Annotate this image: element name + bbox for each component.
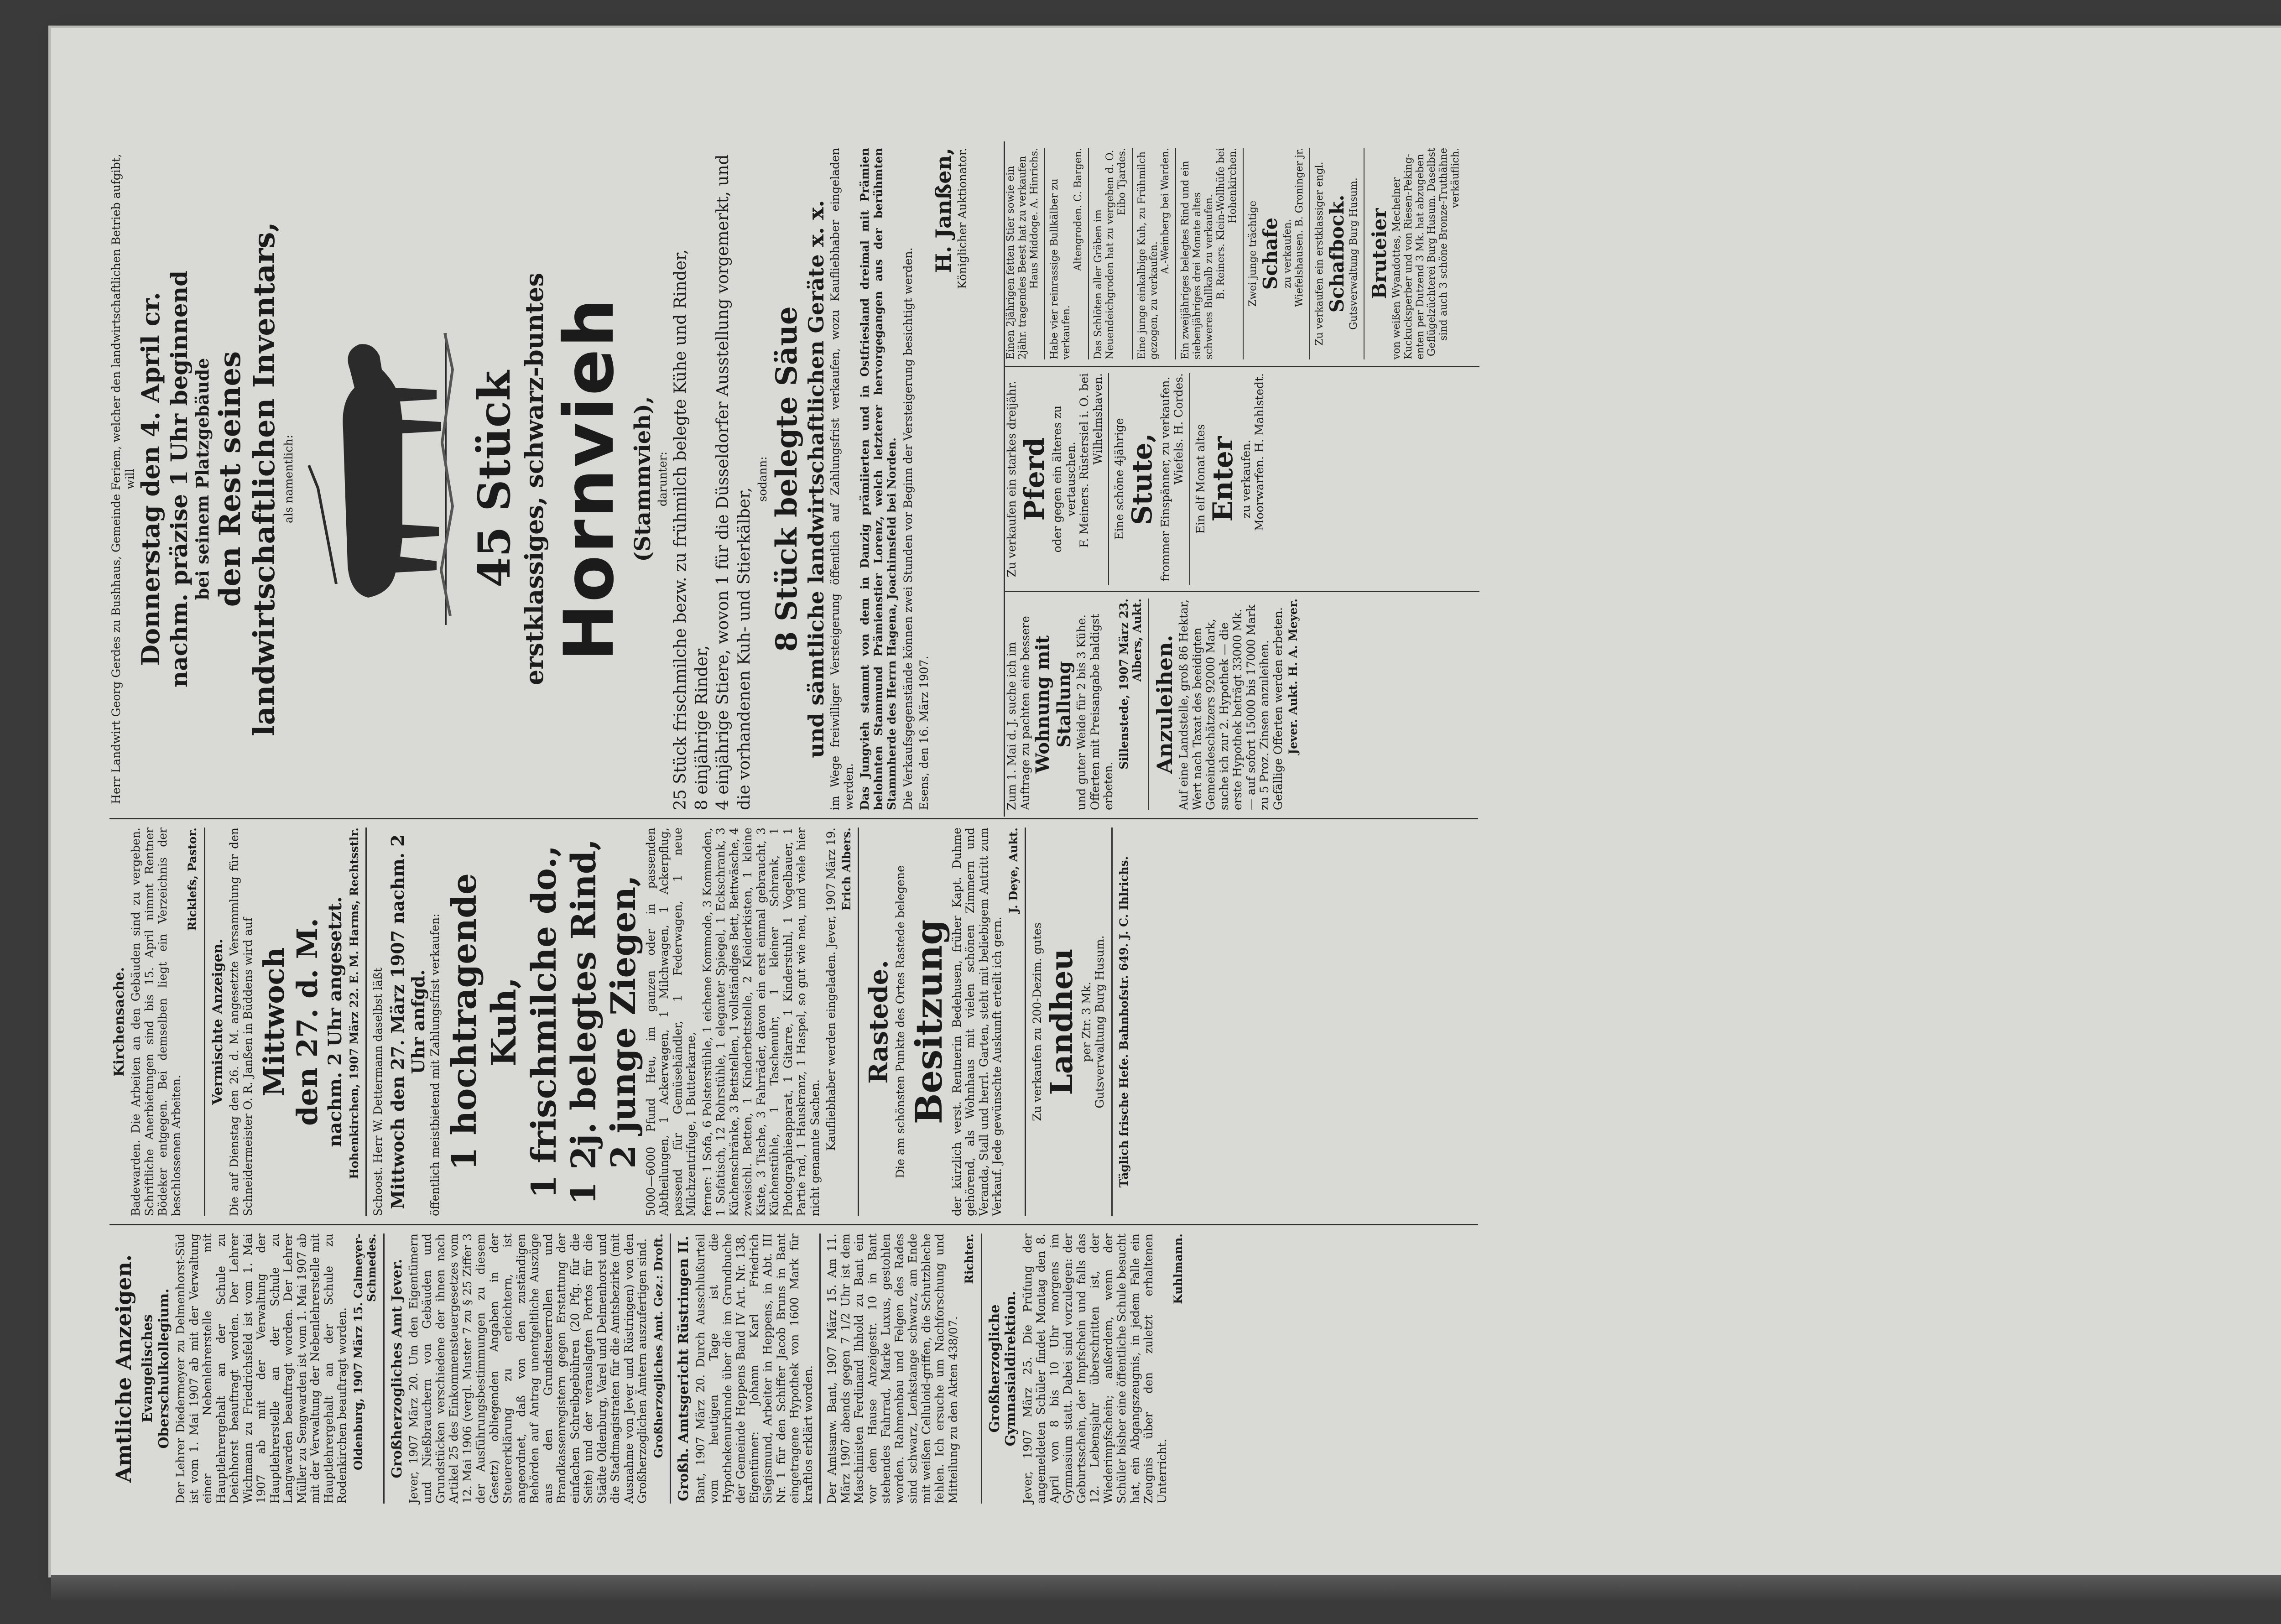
schafbock-text: Zu verkaufen ein erstklassiger engl. [1313,161,1325,346]
misc-date-2: den 27. d. M. [291,918,324,1126]
graeben-text: Das Schlöten aller Gräben im Neuendeichgroden hat zu vergeben d. O. [1092,150,1116,359]
ad-quality: erstklassiges, schwarz-buntes [520,272,549,686]
sale-date: Mittwoch den 27. März 1907 nachm. 2 Uhr anfgd. [387,834,428,1209]
wohnung-big: Wohnung mit Stallung [1032,635,1075,774]
schafe-big: Schafe [1259,217,1282,290]
wohnung-text: Zum 1. Mai d. J. suche ich im Auftrage zu pachten eine bessere [1005,616,1032,810]
rind-sign: B. Reiners. Klein-Wollhüfe bei Hohenkirchen. [1215,148,1239,300]
bullkaelber-sign: Altengroden. C. Bargen. [1072,148,1084,271]
notice-2-title: Großherzogliches Amt Jever. [389,1259,405,1478]
notice-4-text: Der Amtsanw. Bant, 1907 März 15. Am 11. März 1907 abends gegen 7 1/2 Uhr ist dem Maschinisten Ferdinand Ihhold zu Bant ein vor dem Hause Anzeigestr. 10 in Bant stehendes Fahrrad, Marke Luxus, gestohlen worden. Rahmenbau und Felgen des Rades sind schwarz, Lenkstange schwarz, am Ende mit weißen Celluloid-griffen, die Schutzbleche fehlen. Ich ersuche um Nachforschung und Mitteilung zu den Akten 438/07. [825,1234,960,1504]
ad-terms: im Wege freiwilliger Versteigerung öffentlich auf Zahlungsfrist verkaufen, wozu Kaufliebhaber eingeladen werden. [828,148,855,810]
schafbock-big: Schafbock. [1325,194,1348,313]
stute-sign: Wiefels. H. Cordes. [1172,373,1186,485]
divider [819,1234,821,1504]
divider [1025,828,1026,1216]
schafbock-sign: Gutsverwaltung Burg Husum. [1348,177,1360,330]
stier-text: Einen 2jährigen fetten Stier sowie ein 2jähr. tragendes Beest hat zu verkaufen [1005,156,1028,359]
bullkaelber-text: Habe vier reinrassige Bullkälber zu verkaufen. [1048,178,1072,359]
anzuleihen-title: Anzuleihen. [1152,635,1177,774]
enter-text: Ein elf Monat altes [1193,424,1207,534]
sale-item-1: 1 hochtragende Kuh, [444,873,524,1171]
divider [1189,373,1190,585]
official-notices-title: Amtliche Anzeigen. [111,1254,136,1483]
small-ads-col-3 [1005,141,1479,366]
misc-date-3: nachm. 2 Uhr angesetzt. [324,896,346,1147]
notice-2-sign: Großherzogliches Amt. Gez.: Droft. [651,1234,665,1458]
notice-2-text: Jever, 1907 März 20. Um den Eigentümern und Nießbrauchern von Gebäuden und Grundstücken verschiedene der ihnen nach Artikel 25 des Einkommensteuergesetzes vom 12. Mai 1906 (vergl. Muster 7 zu § 25 Ziffer 3 der Ausführungsbestimmungen zu diesem Gesetz) obliegenden Angaben in der Steuererklärung zu erleichtern, ist angeordnet, daß von den zuständigen Behörden auf Antrag unentgeltliche Auszüge aus den Grundsteuerrollen und Brandkassenregistern gegen Erstattung der einfachen Schreibgebühren (20 Pfg. für die Seite) und der verauslagten Portos für die Städte Oldenburg, Varel und Delmenhorst und die Stadtmagistraten für die Amtsbezirke (mit Ausnahme von Jever und Rüstringen) von den Großherzoglichen Ämtern auszufertigen sind. [406,1234,649,1504]
divider [1088,148,1089,359]
pferd-text-2: oder gegen ein älteres zu vertauschen. [1051,405,1078,553]
wohnung-text-2: und guter Weide für 2 bis 3 Kühe. Offerten mit Preisangabe baldigst erbeten. [1075,614,1115,810]
ad-besicht: Die Verkaufsgegenstände können zwei Stunden vor Beginn der Versteigerung besichtigt werden. [901,247,915,810]
church-text: Badewarden. Die Arbeiten an den Gebäuden sind zu vergeben. Schriftliche Anerbietungen sind bis 15. April nimmt Rentner Bödeker entgegen. Bei demselben liegt ein Verzeichnis der beschlossenen Arbeiten. [129,828,183,1216]
column-rule [109,1224,1478,1225]
ad-count: 45 Stück [469,370,521,588]
sale-head: Schoost. Herr W. Dettermann daselbst läßt [371,967,385,1216]
church-sign: Ricklefs, Pastor. [186,828,199,931]
divider [383,1234,385,1504]
rind-text: Ein zweijähriges belegtes Rind und ein siebenjähriges drei Monate altes schweres Bullkalb zu verkaufen. [1180,161,1215,359]
anzuleihen-text: Auf eine Landstelle, groß 86 Hektar, Wert nach Taxat des beeidigten Gemeindeschätzers 92000 Mark, suche ich zur 2. Hypothek — die erste Hypothek beträgt 33000 Mk. — auf sofort 15000 bis 17000 Mark zu 5 Proz. Zinsen anzuleihen. Gefällige Offerten werden erbeten. [1177,599,1285,810]
hornvieh-ad [109,141,995,817]
graeben-sign: Eibo Tjardes. [1116,148,1128,215]
ad-rest-1: den Rest seines [213,351,247,607]
landheu-sign: Gutsverwaltung Burg Husum. [1093,935,1107,1109]
divider [1044,148,1045,359]
ad-darunter: darunter: [656,451,669,507]
divider [1148,599,1149,810]
sale-text: öffentlich meistbietend mit Zahlungsfrist verkaufen: [428,913,442,1216]
ad-date-3: bei seinem Platzgebäude [192,358,213,600]
sale-item-3: 1 2j. belegtes Rind, [564,838,604,1205]
stute-text: Eine schöne 4jährige [1113,418,1126,540]
notice-5-title: Großherzogliche Gymnasialdirektion. [986,1291,1019,1447]
ad-hornvieh: Hornvieh [550,297,630,661]
rastede-sign: J. Deye, Aukt. [1006,828,1020,913]
anzuleihen-sign: Jever. Aukt. H. A. Meyer. [1286,599,1300,755]
misc-date-1: Mittwoch [257,947,291,1097]
small-ads-row [1004,141,1479,817]
enter-text-2: zu verkaufen. [1239,439,1253,519]
bruteier-text: von weißen Wyandottes, Mechelner Kuckucksperber und von Riesen-Peking-enten per Dutzend 3 Mk. hat abzugeben [1390,154,1426,359]
sale-sign-1: Kaufliebhaber werden eingeladen. Jever, 1907 März 19. [824,828,838,1151]
divider [204,828,205,1216]
kuh-sign: A.-Weinberg bei Warden. [1160,148,1172,274]
sale-sign-2: Erich Albers. [839,828,853,911]
stute-text-2: frommer Einspänner, zu verkaufen. [1158,376,1172,582]
ad-geraete: und sämtliche landwirtschaftlichen Geräte x. x. [804,200,829,758]
ad-place: Esens, den 16. März 1907. [917,656,931,810]
divider [670,1234,671,1504]
sale-item-4: 2 junge Ziegen, [604,875,644,1169]
small-ads-col-2 [1005,366,1479,591]
divider [1111,828,1113,1216]
column-rule [109,818,1478,819]
landheu-big: Landheu [1043,948,1079,1095]
ad-saeue: 8 Stück belegte Säue [769,306,804,652]
landheu-sub: per Ztr. 3 Mk. [1079,982,1093,1062]
middle-column [109,821,1130,1223]
ad-date-1: Donnerstag den 4. April cr. [136,292,165,666]
pferd-sign: F. Meiners. Rüstersiel i. O. bei Wilhelmshaven. [1078,373,1104,548]
ad-list-1: 25 Stück frischmilche bezw. zu frühmilch belegte Kühe und Rinder, [671,249,690,810]
stier-sign: Haus Middoge. A. Hinrichs. [1028,148,1040,289]
ad-list-4: die vorhandenen Kuh- und Stierkälber, [734,487,754,810]
enter-big: Enter [1207,436,1239,522]
small-ads-col-1 [1005,591,1479,817]
divider [1175,148,1176,359]
notice-1-text: Der Lehrer Diedermeyer zu Delmenhorst-Süd ist vom 1. Mai 1907 ab mit der Verwaltung einer Nebenlehrerstelle mit Hauptlehrergehalt an der Schule zu Deichhorst beauftragt worden. Der Lehrer Wichmann zu Friedrichsfeld ist vom 1. Mai 1907 ab mit der Verwaltung der Hauptlehrerstelle an der Schule zu Langwarden beauftragt worden. Der Lehrer Müller zu Sengwarden ist vom 1. Mai 1907 ab mit der Verwaltung der Nebenlehrerstelle mit Hauptlehrergehalt an der Schule zu Rodenkirchen beauftragt worden. [174,1234,349,1504]
ad-sodann: sodann: [756,456,770,502]
bruteier-big: Bruteier [1368,208,1391,299]
divider [1108,373,1109,585]
ad-list-3: 4 einjährige Stiere, wovon 1 für die Düsseldorfer Ausstellung vorgemerkt, und [713,154,733,810]
ad-rest-2: landwirtschaftlichen Inventars, [247,222,282,736]
ad-sign-1: H. Janßen, [931,148,956,273]
misc-text: Die auf Dienstag den 26. d. M. angesetzte Versammlung für den Schneidermeister O. R. Janßen in Büddens wird auf [228,828,255,1216]
official-notices-column [109,1227,1189,1510]
cow-illustration [300,333,464,625]
rastede-big: Besitzung [907,919,950,1124]
sale-more: ferner: 1 Sofa, 6 Polsterstühle, 1 eichene Kommode, 3 Kommoden, 1 Sofatisch, 12 Rohrstühle, 1 eleganter Spiegel, 1 Eckschrank, 3 Küchenschränke, 3 Bettstellen, 1 vollständiges Bett, Bettwäsche, 4 zweischl. Betten, 1 Kinderbettstelle, 2 Kleiderkisten, 1 kleine Kiste, 3 Tische, 3 Fahrräder, davon ein erst einmal gebraucht, 3 Küchenstühle, 1 Taschenuhr, 1 kleiner Schrank, 1 Photographieapparat, 1 Gitarre, 1 Kinderstuhl, 1 Vogelbauer, 1 Partie rad, 1 Hauskranz, 1 Haspel, so gut wie neu, und viele hier nicht genannte Sachen. [700,828,822,1216]
notice-5-sign: Kuhlmann. [1172,1234,1185,1304]
wohnung-sign: Sillenstede, 1907 März 23. Albers, Aukt. [1117,599,1144,770]
notice-1-title: Evangelisches Oberschulkollegium. [140,1288,172,1449]
divider [1309,148,1310,359]
pferd-text: Zu verkaufen ein starkes dreijähr. [1005,380,1018,578]
ad-list-2: 8 einjährige Rinder, [692,645,711,810]
misc-sign: Hohenkirchen, 1907 März 22. E. M. Harms, Rechtsstlr. [347,828,361,1179]
schafe-text: Zwei junge trächtige [1247,200,1259,307]
ad-date-2: nachm. präzise 1 Uhr beginnend [165,270,193,688]
landheu-text: Zu verkaufen zu 200-Dezim. gutes [1031,922,1044,1121]
church-title: Kirchensache. [111,967,127,1077]
kuh-text: Eine junge einkalbige Kuh, zu Frühmilch gezogen, zu verkaufen. [1136,151,1160,359]
schafe-text-2: zu verkaufen. [1281,219,1293,288]
sale-item-2: 1 frischmilche do., [524,845,564,1199]
rastede-title: Rastede. [864,960,894,1084]
divider [1132,148,1133,359]
ad-rest-3: als namentlich: [281,435,295,523]
ad-intro: Herr Landwirt Georg Gerdes zu Bushhaus, Gemeinde Feriem, welcher den landwirtschaftlichen Betrieb aufgibt, will [109,154,136,804]
newspaper-page [109,141,2181,1510]
pferd-big: Pferd [1018,437,1051,521]
rastede-text: der kürzlich verst. Rentnerin Bedehusen, früher Kapt. Duhme gehörend, als Wohnhaus mit vielen schönen Zimmern und Veranda, Stall und herrl. Garten, steht mit beliebigem Antritt zum Verkauf. Jede gewünschte Auskunft erteilt ich gern. [950,828,1004,1216]
sale-hay: 5000—6000 Pfund Heu, im ganzen oder in passenden Abtheilungen, 1 Ackerwagen, 1 Milchwagen, 1 Ackerpflug, passend für Gemüsehändler, 1 Federwagen, 1 neue Milchzentrifuge, 1 Butterkarne, [644,828,698,1216]
divider [981,1234,982,1504]
hefe-text: Täglich frische Hefe. Bahnhofstr. 649. J. C. Ihlrichs. [1117,856,1130,1188]
ad-sign-2: Königlicher Auktionator. [956,148,969,289]
divider [1243,148,1244,359]
bruteier-sign: Geflügelzüchterei Burg Husum. Daselbst sind auch 3 schöne Bronze-Truthähne verkäuflich. [1426,148,1462,357]
notice-5-text: Jever, 1907 März 25. Die Prüfung der angemeldeten Schüler findet Montag den 8. April von 8 bis 10 Uhr morgens im Gymnasium statt. Dabei sind vorzulegen: der Geburtsschein, der Impfschein und falls das 12. Lebensjahr überschritten ist, der Wiederimpfschein; außerdem, wenn der Schüler bisher eine öffentliche Schule besucht hat, ein Abgangszeugnis, in jedem Falle ein Zeugnis über den zuletzt erhaltenen Unterricht. [1021,1234,1169,1504]
stute-big: Stute, [1126,433,1158,525]
sheet-shadow [51,1575,2281,1602]
notice-4-sign: Richter. [963,1234,976,1284]
notice-3-title: Großh. Amtsgericht Rüstringen II. [676,1236,692,1501]
enter-sign: Moorwarfen. H. Mahlstedt. [1253,373,1266,531]
ad-jungvieh: Das Jungvieh stammt von dem in Danzig prämiierten und in Ostfriesland dreimal mit Prämien belohnten Stammund Prämienstier Lorenz, welch letzterer hervorgegangen aus der berühmten Stammherde des Herrn Hagena, Joachimsfeld bei Norden. [858,148,899,810]
notice-3-text: Bant, 1907 März 20. Durch Ausschlußurteil vom heutigen Tage ist die Hypothekenurkunde über die im Grundbuche der Gemeinde Heppens Band IV Art. Nr. 138, Eigentümer: Johann Karl Friedrich Siegismund, Arbeiter in Heppens, in Abt. III Nr. 1 für den Schiffer Jacob Bruns in Bant eingetragene Hypothek von 1600 Mark für kraftlos erklärt worden. [693,1234,815,1504]
schafe-sign: Wiefelshausen. B. Groninger jr. [1293,148,1305,307]
divider [365,828,367,1216]
divider [858,828,859,1216]
rastede-sub: Die am schönsten Punkte des Ortes Rastede belegene [894,865,907,1178]
ad-stammvieh: (Stammvieh), [630,396,656,562]
misc-title: Vermischte Anzeigen. [209,939,226,1105]
notice-1-sign: Oldenburg, 1907 März 15. Calmeyer-Schmedes. [351,1234,379,1470]
